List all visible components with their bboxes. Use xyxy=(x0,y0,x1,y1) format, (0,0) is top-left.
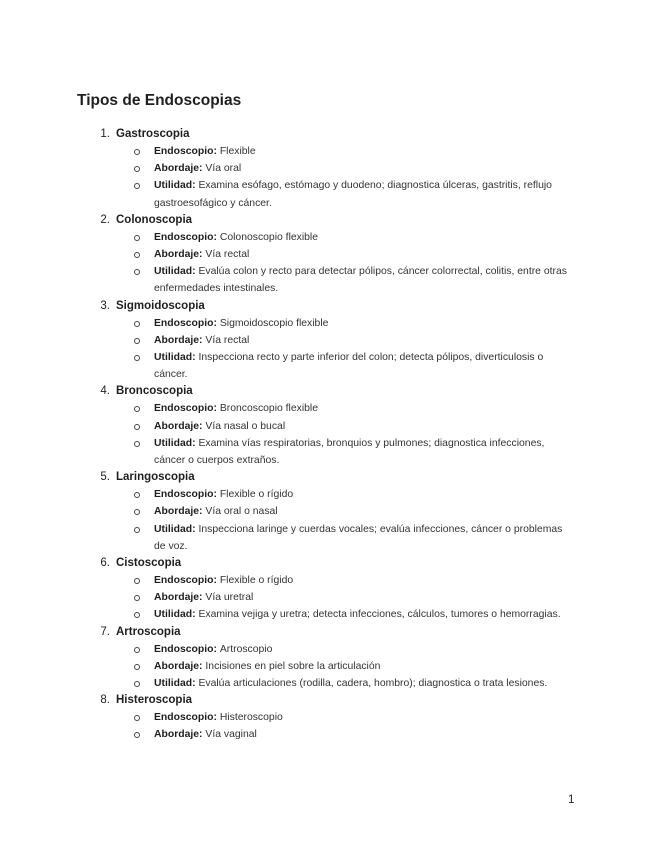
field-label: Utilidad xyxy=(154,266,193,278)
field-value: Broncoscopio flexible xyxy=(219,403,319,415)
hollow-bullet-icon xyxy=(134,441,140,447)
sub-item xyxy=(0,435,655,469)
sub-item xyxy=(0,589,655,606)
item-title: Artroscopia xyxy=(116,625,181,638)
field-label: Abordaje xyxy=(154,592,200,604)
hollow-bullet-icon xyxy=(134,578,140,584)
sub-item xyxy=(0,606,655,623)
hollow-bullet-icon xyxy=(134,149,140,155)
field-separator: : xyxy=(199,592,206,604)
sub-item xyxy=(0,177,655,211)
field-label: Abordaje xyxy=(154,420,200,432)
hollow-bullet-icon xyxy=(134,355,140,361)
field-value: Histeroscopio xyxy=(219,712,283,724)
item-title: Sigmoidoscopia xyxy=(116,299,205,312)
field-value: Incisiones en piel sobre la articulación xyxy=(205,660,381,672)
field-separator: : xyxy=(192,609,199,621)
hollow-bullet-icon xyxy=(134,664,140,670)
field-label: Utilidad xyxy=(154,678,193,690)
field-value: Vía rectal xyxy=(205,334,250,346)
field-label: Endoscopio xyxy=(154,712,214,724)
field-value: Flexible xyxy=(219,146,256,157)
field-label: Utilidad xyxy=(154,523,193,535)
endoscopy-list xyxy=(0,126,655,744)
list-item xyxy=(0,212,655,298)
item-number: 6. xyxy=(100,557,110,570)
document-title: Tipos de Endoscopias xyxy=(77,92,242,109)
list-item xyxy=(0,383,655,469)
hollow-bullet-icon xyxy=(134,424,140,430)
field-label: Endoscopio xyxy=(154,231,214,243)
field-value: Examina vías respiratorias, bronquios y pulmones; diagnostica infecciones, cáncer o cuerpos extraños. xyxy=(154,437,545,467)
hollow-bullet-icon xyxy=(134,612,140,618)
field-value: Colonoscopio flexible xyxy=(219,231,319,243)
hollow-bullet-icon xyxy=(134,166,140,172)
list-item xyxy=(0,692,655,743)
field-value: Inspecciona laringe y cuerdas vocales; evalúa infecciones, cáncer o problemas de voz. xyxy=(154,523,563,552)
list-item xyxy=(0,555,655,624)
list-item xyxy=(0,469,655,555)
field-separator: : xyxy=(192,523,199,535)
field-value: Sigmoidoscopio flexible xyxy=(219,317,329,329)
list-item xyxy=(0,298,655,384)
field-separator: : xyxy=(213,317,220,329)
sub-item xyxy=(0,332,655,349)
sub-item xyxy=(0,400,655,417)
list-item xyxy=(0,624,655,693)
sub-item xyxy=(0,709,655,726)
hollow-bullet-icon xyxy=(134,183,140,189)
item-title: Colonoscopia xyxy=(116,213,193,226)
item-number: 4. xyxy=(100,385,110,398)
field-label: Utilidad xyxy=(154,437,193,449)
hollow-bullet-icon xyxy=(134,715,140,721)
field-label: Abordaje xyxy=(154,334,200,346)
field-separator: : xyxy=(213,643,220,655)
field-value: Vía oral o nasal xyxy=(205,506,278,518)
field-label: Abordaje xyxy=(154,163,200,175)
item-title: Cistoscopia xyxy=(116,557,182,570)
sub-item xyxy=(0,521,655,555)
sub-item xyxy=(0,418,655,435)
field-label: Endoscopio xyxy=(154,146,214,157)
field-separator: : xyxy=(192,678,199,690)
item-title: Histeroscopia xyxy=(116,694,193,707)
field-label: Abordaje xyxy=(154,660,200,672)
field-separator: : xyxy=(213,712,220,724)
field-separator: : xyxy=(199,249,206,261)
hollow-bullet-icon xyxy=(134,647,140,653)
hollow-bullet-icon xyxy=(134,321,140,327)
hollow-bullet-icon xyxy=(134,509,140,515)
field-separator: : xyxy=(213,489,220,501)
item-number: 2. xyxy=(100,213,110,226)
field-label: Utilidad xyxy=(154,352,193,364)
field-separator: : xyxy=(213,575,220,587)
sub-item xyxy=(0,143,655,160)
sub-item xyxy=(0,246,655,263)
hollow-bullet-icon xyxy=(134,681,140,687)
sub-item xyxy=(0,349,655,383)
field-label: Abordaje xyxy=(154,249,200,261)
field-label: Endoscopio xyxy=(154,317,214,329)
field-separator: : xyxy=(192,266,199,278)
field-value: Flexible o rígido xyxy=(219,575,294,587)
hollow-bullet-icon xyxy=(134,595,140,601)
field-separator: : xyxy=(199,163,206,175)
sub-item xyxy=(0,315,655,332)
hollow-bullet-icon xyxy=(134,732,140,738)
hollow-bullet-icon xyxy=(134,527,140,533)
field-separator: : xyxy=(192,352,199,364)
field-value: Examina vejiga y uretra; detecta infecciones, cálculos, tumores o hemorragias. xyxy=(198,609,561,621)
field-label: Endoscopio xyxy=(154,643,214,655)
item-number: 7. xyxy=(100,625,110,638)
page-number: 1 xyxy=(568,794,575,806)
sub-item xyxy=(0,641,655,658)
hollow-bullet-icon xyxy=(134,235,140,241)
field-value: Inspecciona recto y parte inferior del colon; detecta pólipos, diverticulosis o cáncer. xyxy=(154,352,544,381)
field-separator: : xyxy=(192,180,199,192)
field-value: Vía uretral xyxy=(205,592,254,604)
field-separator: : xyxy=(213,403,220,415)
item-title: Gastroscopia xyxy=(116,128,190,140)
hollow-bullet-icon xyxy=(134,252,140,258)
hollow-bullet-icon xyxy=(134,269,140,275)
hollow-bullet-icon xyxy=(134,406,140,412)
hollow-bullet-icon xyxy=(134,338,140,344)
field-label: Utilidad xyxy=(154,609,193,621)
sub-item xyxy=(0,658,655,675)
field-value: Vía oral xyxy=(205,163,242,175)
field-value: Flexible o rígido xyxy=(219,489,294,501)
field-separator: : xyxy=(199,660,206,672)
item-number: 8. xyxy=(100,694,110,707)
sub-item xyxy=(0,486,655,503)
sub-item xyxy=(0,229,655,246)
hollow-bullet-icon xyxy=(134,492,140,498)
item-number: 1. xyxy=(100,128,110,140)
field-separator: : xyxy=(199,334,206,346)
item-number: 3. xyxy=(100,299,110,312)
item-number: 5. xyxy=(100,471,110,484)
field-value: Vía rectal xyxy=(205,249,250,261)
field-value: Artroscopio xyxy=(219,643,273,655)
field-label: Abordaje xyxy=(154,506,200,518)
field-separator: : xyxy=(199,729,206,741)
sub-item xyxy=(0,726,655,743)
field-value: Vía vaginal xyxy=(205,729,257,741)
field-separator: : xyxy=(192,437,199,449)
item-title: Laringoscopia xyxy=(116,471,195,484)
field-value: Evalúa colon y recto para detectar pólipos, cáncer colorrectal, colitis, entre otras enfermedades intestinales. xyxy=(154,266,567,295)
item-title: Broncoscopia xyxy=(116,385,193,398)
field-value: Evalúa articulaciones (rodilla, cadera, hombro); diagnostica o trata lesiones. xyxy=(198,678,548,690)
field-separator: : xyxy=(213,146,220,157)
sub-item xyxy=(0,263,655,297)
field-label: Endoscopio xyxy=(154,489,214,501)
field-value: Examina esófago, estómago y duodeno; diagnostica úlceras, gastritis, reflujo gastroesofágico y cáncer. xyxy=(154,180,552,209)
list-item xyxy=(0,126,655,212)
field-separator: : xyxy=(213,231,220,243)
sub-item xyxy=(0,160,655,177)
sub-item xyxy=(0,503,655,520)
sub-item xyxy=(0,572,655,589)
field-label: Utilidad xyxy=(154,180,193,192)
field-label: Endoscopio xyxy=(154,575,214,587)
sub-item xyxy=(0,675,655,692)
field-value: Vía nasal o bucal xyxy=(205,420,286,432)
field-label: Endoscopio xyxy=(154,403,214,415)
field-separator: : xyxy=(199,420,206,432)
field-separator: : xyxy=(199,506,206,518)
field-label: Abordaje xyxy=(154,729,200,741)
